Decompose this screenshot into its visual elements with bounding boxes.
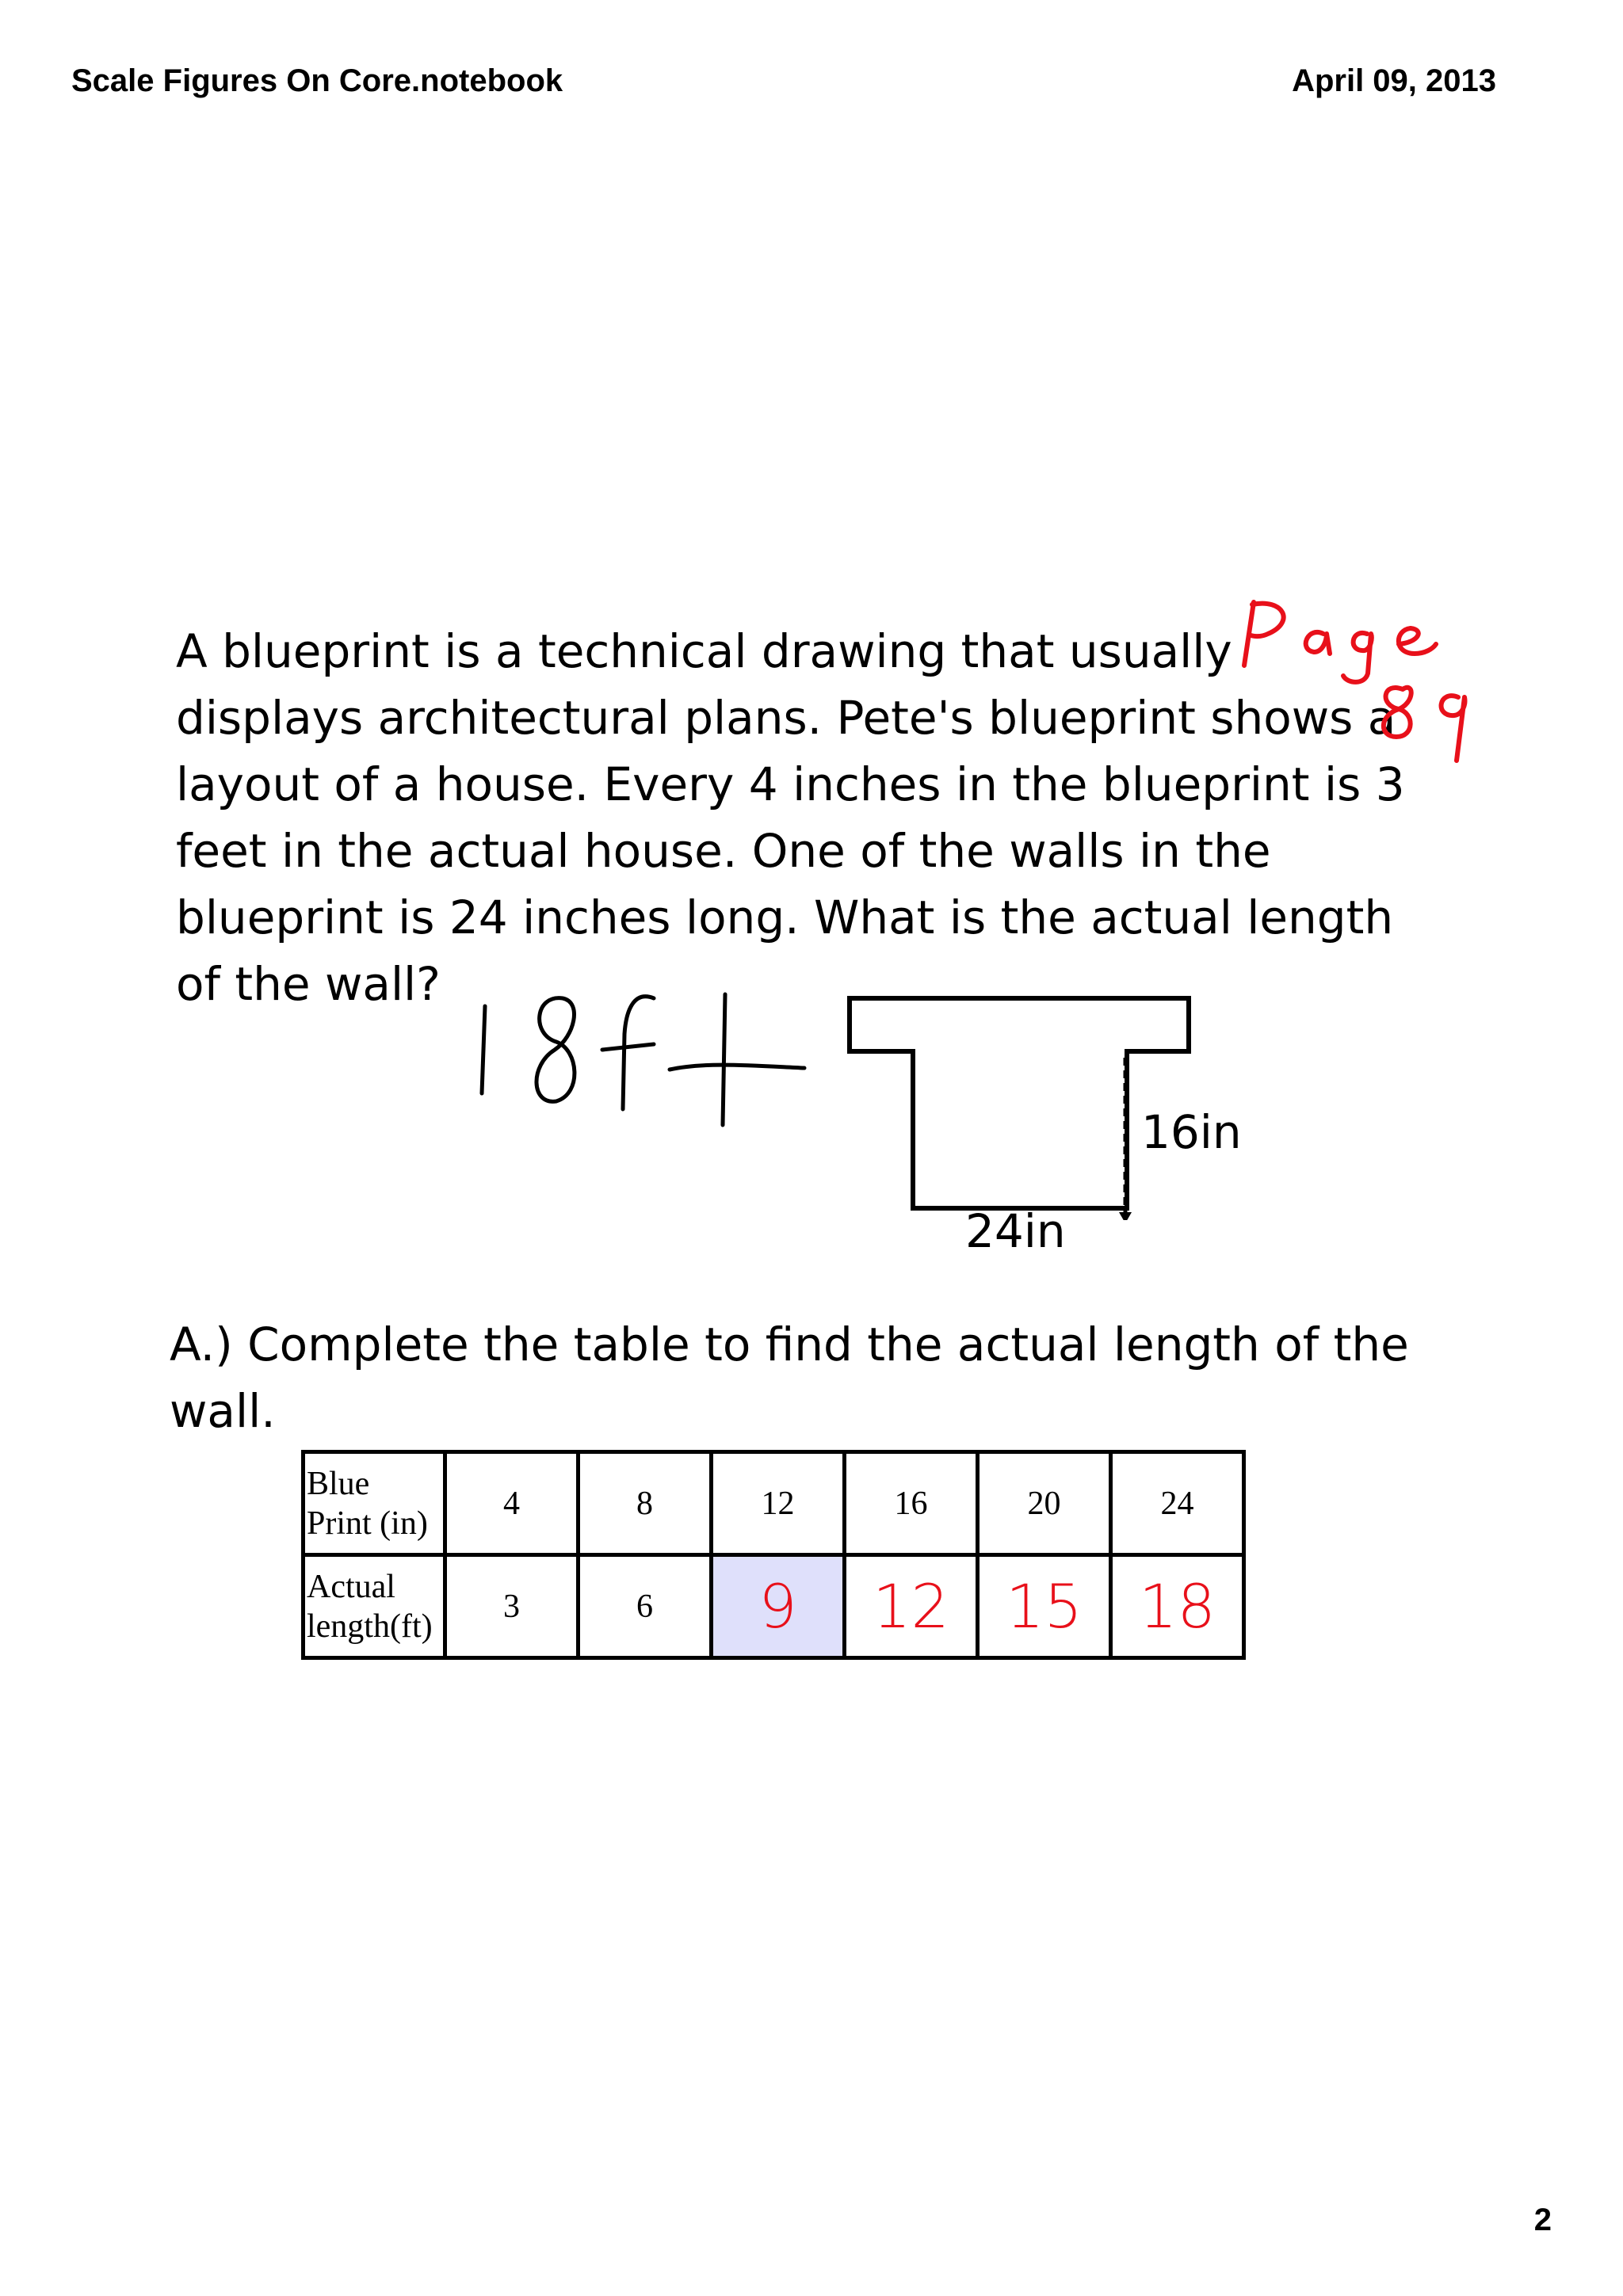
width-label: 24in <box>965 1204 1066 1258</box>
table-cell: 24 <box>1111 1452 1244 1555</box>
table-row-blueprint <box>304 1452 1244 1555</box>
table-cell: 4 <box>445 1452 579 1555</box>
problem-line: displays architectural plans. Pete's blueprint shows a <box>176 691 1396 745</box>
handwritten-answer <box>468 974 816 1149</box>
problem-line: A blueprint is a technical drawing that usually <box>176 624 1232 678</box>
table-cell: 8 <box>579 1452 712 1555</box>
problem-line: of the wall? <box>176 957 441 1011</box>
notebook-title: Scale Figures On Core.notebook <box>71 63 563 98</box>
table-cell: 16 <box>845 1452 978 1555</box>
table-cell: 3 <box>445 1555 579 1658</box>
row-header-actual: Actual length(ft) <box>304 1555 445 1658</box>
problem-line: feet in the actual house. One of the walls in the <box>176 824 1271 878</box>
table-cell-handwritten[interactable]: 15 <box>978 1555 1111 1658</box>
table-cell-handwritten[interactable]: 9 <box>712 1555 845 1658</box>
table-row-actual <box>304 1555 1244 1658</box>
page-number: 2 <box>1533 2203 1552 2237</box>
part-a-line: A.) Complete the table to find the actual length of the <box>170 1318 1409 1371</box>
table-cell: 12 <box>712 1452 845 1555</box>
dimension-arrowhead <box>1119 1212 1132 1220</box>
notebook-date: April 09, 2013 <box>1292 63 1496 98</box>
part-a-line: wall. <box>170 1384 276 1438</box>
handwritten-page-ref <box>1220 590 1506 788</box>
height-label: 16in <box>1141 1105 1242 1159</box>
table-cell: 6 <box>579 1555 712 1658</box>
problem-line: blueprint is 24 inches long. What is the actual length <box>176 891 1394 944</box>
row-header-blueprint: Blue Print (in) <box>304 1452 445 1555</box>
ratio-table <box>301 1450 1246 1660</box>
part-a-text <box>170 1311 1517 1444</box>
table-cell-handwritten[interactable]: 12 <box>845 1555 978 1658</box>
t-shape-outline <box>850 998 1189 1208</box>
table-cell: 20 <box>978 1452 1111 1555</box>
table-cell-handwritten[interactable]: 18 <box>1111 1555 1244 1658</box>
problem-line: layout of a house. Every 4 inches in the blueprint is 3 <box>176 757 1405 811</box>
